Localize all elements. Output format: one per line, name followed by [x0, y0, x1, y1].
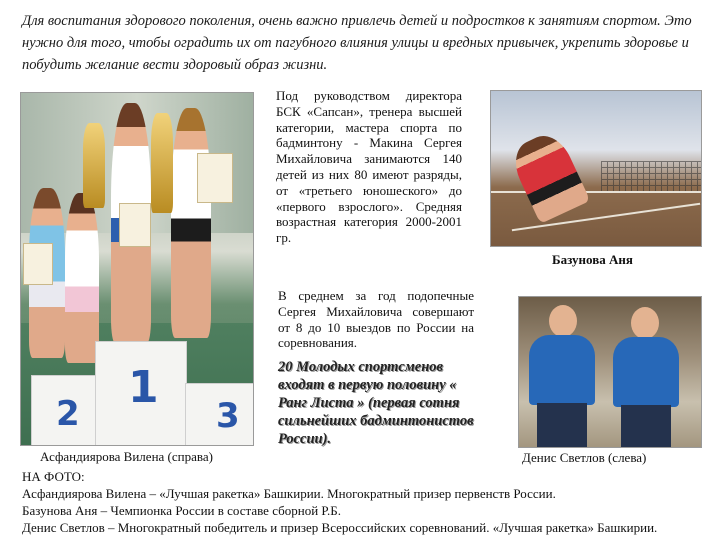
player-head	[631, 307, 659, 339]
court-line	[491, 191, 701, 193]
badminton-net	[601, 161, 701, 191]
podium-place-2	[31, 375, 97, 446]
athlete-figure	[65, 193, 99, 363]
players-photo-denis	[518, 296, 702, 448]
podium-place-1	[95, 341, 187, 446]
caption-bottom-right-photo: Денис Светлов (слева)	[522, 450, 647, 465]
player-shorts	[537, 403, 587, 447]
athlete-figure	[171, 108, 211, 338]
trophy-icon	[83, 123, 105, 208]
footer-line: Асфандиярова Вилена – «Лучшая ракетка» Башкирии. Многократный призер первенств России.	[22, 486, 556, 501]
player-photo-anya	[490, 90, 702, 247]
trips-paragraph: В среднем за год подопечные Сергея Михайловича совершают от 8 до 10 выездов по России на соревнования.	[278, 288, 474, 351]
player-shirt	[613, 337, 679, 407]
footer-line: Базунова Аня – Чемпионка России в составе сборной Р.Б.	[22, 503, 341, 518]
podium-number: 1	[128, 362, 159, 413]
trophy-icon	[151, 113, 173, 213]
podium-photo	[20, 92, 254, 446]
podium-number: 2	[56, 394, 80, 434]
podium-number: 3	[216, 396, 240, 436]
player-head	[549, 305, 577, 337]
diploma-icon	[119, 203, 151, 247]
player-shorts	[621, 405, 671, 447]
footer-heading: НА ФОТО:	[22, 469, 85, 484]
footer-line: Денис Светлов – Многократный победитель и призер Всероссийских соревнований. «Лучшая ракетка» Башкирии.	[22, 520, 658, 535]
intro-paragraph: Для воспитания здорового поколения, очень важно привлечь детей и подростков к занятиям спортом. Это нужно для того, чтобы оградить их от пагубного влияния улицы и вредных привычек, укрепить здоровье и побудить желание вести здоровый образ жизни.	[22, 13, 692, 73]
player-shirt	[529, 335, 595, 405]
coach-paragraph: Под руководством директора БСК «Сапсан», тренера высшей категории, мастера спорта по бадминтону - Макина Сергея Михайловича занимаются 140 детей из них 80 имеют разряды, от «третьего юношеского» до «первого взрослого». Средняя возрастная категория 2000-2001 гр.	[276, 88, 462, 246]
diploma-icon	[197, 153, 233, 203]
diploma-icon	[23, 243, 53, 285]
podium-place-3	[185, 383, 254, 446]
athlete-figure	[507, 128, 591, 224]
caption-left-photo: Асфандиярова Вилена (справа)	[40, 449, 213, 464]
ranking-highlight: 20 Молодых спортсменов входят в первую половину « Ранг Листа » (первая сотня сильнейших бадминтонистов России).	[278, 359, 474, 447]
caption-top-right-photo: Базунова Аня	[552, 252, 633, 267]
